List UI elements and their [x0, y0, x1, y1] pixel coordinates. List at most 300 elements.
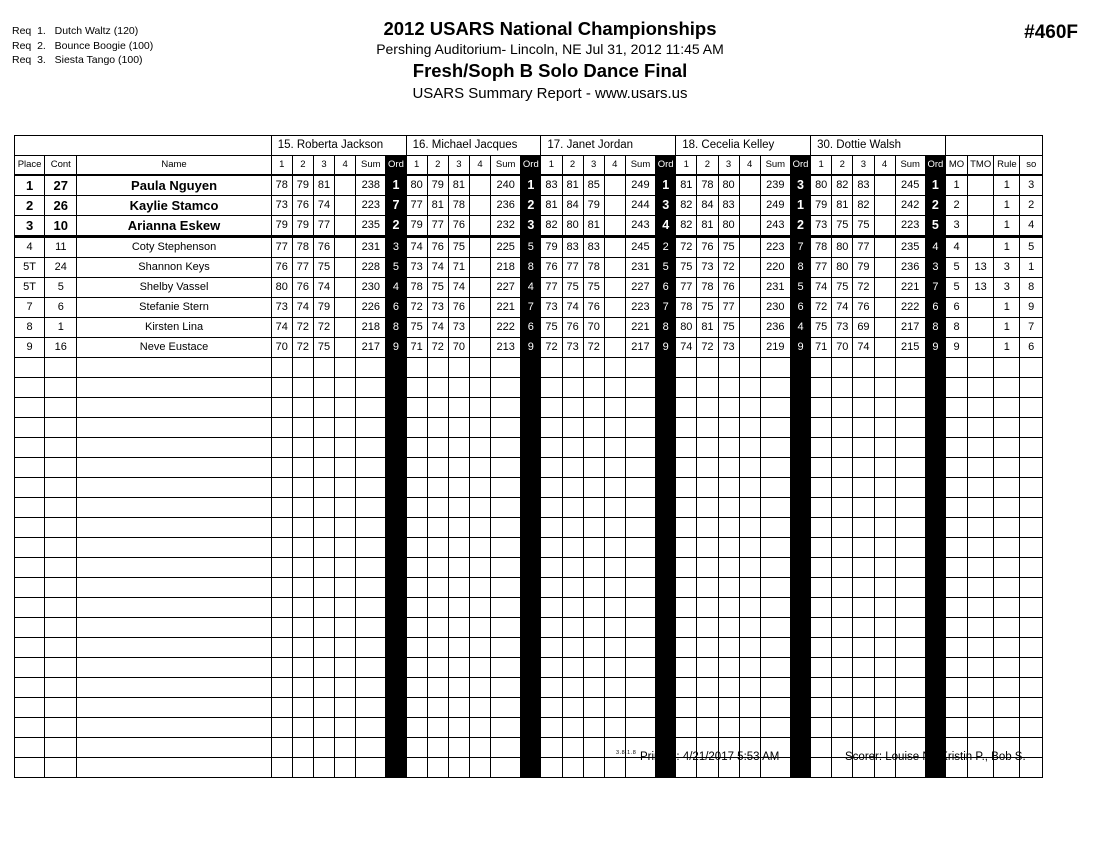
cell-sum: [491, 718, 521, 738]
cell-score: 75: [427, 278, 448, 298]
cell-score: 75: [718, 237, 739, 258]
cell-sum: [895, 678, 925, 698]
table-row-empty[interactable]: [15, 678, 1043, 698]
cell-score: [739, 358, 760, 378]
cell-score: [739, 558, 760, 578]
col-header-score-2: 2: [832, 156, 853, 176]
cell-place: 5T: [15, 278, 45, 298]
table-row-empty[interactable]: [15, 498, 1043, 518]
cell-sum: [760, 458, 790, 478]
table-row-empty[interactable]: [15, 438, 1043, 458]
cell-skater-name: [77, 698, 271, 718]
cell-score: [718, 498, 739, 518]
cell-ordinal: [656, 438, 676, 458]
cell-score: [292, 658, 313, 678]
cell-sum: 243: [625, 216, 655, 237]
cell-skater-name: Kirsten Lina: [77, 318, 271, 338]
col-header-ord: Ord: [386, 156, 406, 176]
cell-skater-name: Shelby Vassel: [77, 278, 271, 298]
cell-score: [271, 438, 292, 458]
cell-score: [739, 678, 760, 698]
cell-mo: 5: [945, 258, 967, 278]
cell-ordinal: 3: [521, 216, 541, 237]
cell-score: 72: [583, 338, 604, 358]
cell-mo: 8: [945, 318, 967, 338]
cell-skater-name: Coty Stephenson: [77, 237, 271, 258]
cell-score: [718, 718, 739, 738]
table-row-empty[interactable]: [15, 378, 1043, 398]
cell-score: [406, 418, 427, 438]
cell-score: [874, 618, 895, 638]
cell-ordinal: 8: [521, 258, 541, 278]
cell-ordinal: [386, 658, 406, 678]
cell-score: [562, 678, 583, 698]
cell-score: [271, 478, 292, 498]
cell-score: [406, 438, 427, 458]
cell-ordinal: [925, 718, 945, 738]
cell-sum: [491, 438, 521, 458]
cell-ordinal: 2: [386, 216, 406, 237]
cell-sum: 249: [625, 175, 655, 196]
cell-score: 77: [676, 278, 697, 298]
cell-score: [406, 498, 427, 518]
cell-score: 83: [853, 175, 874, 196]
cell-score: [469, 498, 490, 518]
cell-contestant-number: [45, 638, 77, 658]
cell-score: [604, 398, 625, 418]
cell-score: [427, 358, 448, 378]
cell-score: [271, 598, 292, 618]
cell-score: [697, 598, 718, 618]
table-row-empty[interactable]: [15, 558, 1043, 578]
cell-ordinal: 6: [790, 298, 810, 318]
cell-ordinal: [925, 418, 945, 438]
cell-score: [697, 658, 718, 678]
cell-ordinal: [656, 678, 676, 698]
table-row-empty[interactable]: [15, 358, 1043, 378]
cell-ordinal: [656, 518, 676, 538]
cell-score: [469, 518, 490, 538]
cell-score: [469, 718, 490, 738]
cell-score: [448, 618, 469, 638]
cell-sum: 228: [356, 258, 386, 278]
cell-contestant-number: [45, 518, 77, 538]
cell-rule: 3: [994, 278, 1020, 298]
cell-score: [853, 358, 874, 378]
cell-score: 79: [583, 196, 604, 216]
cell-score: [697, 518, 718, 538]
cell-mo: [945, 698, 967, 718]
col-header-score-2: 2: [697, 156, 718, 176]
cell-score: [313, 518, 334, 538]
cell-ordinal: [521, 658, 541, 678]
cell-score: [562, 498, 583, 518]
cell-mo: [945, 498, 967, 518]
cell-sum: [625, 398, 655, 418]
cell-ordinal: [521, 398, 541, 418]
cell-score: [832, 378, 853, 398]
table-row[interactable]: [15, 196, 1043, 216]
cell-sum: [895, 438, 925, 458]
table-row-empty[interactable]: [15, 418, 1043, 438]
cell-score: [541, 518, 562, 538]
cell-place: [15, 598, 45, 618]
table-row-empty[interactable]: [15, 638, 1043, 658]
col-header-score-1: 1: [811, 156, 832, 176]
cell-score: [604, 338, 625, 358]
cell-score: [448, 698, 469, 718]
table-row-empty[interactable]: [15, 698, 1043, 718]
col-header-sum: Sum: [356, 156, 386, 176]
cell-score: 70: [448, 338, 469, 358]
cell-ordinal: [656, 358, 676, 378]
cell-place: 4: [15, 237, 45, 258]
cell-score: [541, 558, 562, 578]
table-row-empty[interactable]: [15, 478, 1043, 498]
cell-skater-name: [77, 758, 271, 778]
cell-ordinal: 7: [925, 278, 945, 298]
cell-sum: [895, 618, 925, 638]
cell-score: [292, 618, 313, 638]
cell-ordinal: [521, 358, 541, 378]
cell-score: [448, 658, 469, 678]
cell-sum: 231: [625, 258, 655, 278]
cell-score: 77: [718, 298, 739, 318]
cell-score: 76: [271, 258, 292, 278]
cell-ordinal: 6: [925, 298, 945, 318]
cell-score: [874, 698, 895, 718]
cell-tmo: [968, 558, 994, 578]
cell-ordinal: [521, 418, 541, 438]
cell-sum: [895, 478, 925, 498]
cell-score: [271, 698, 292, 718]
cell-sum: [491, 478, 521, 498]
cell-score: [739, 318, 760, 338]
cell-skater-name: [77, 738, 271, 758]
table-row-empty[interactable]: [15, 598, 1043, 618]
cell-score: [541, 438, 562, 458]
cell-contestant-number: 6: [45, 298, 77, 318]
cell-mo: [945, 618, 967, 638]
cell-score: [313, 538, 334, 558]
cell-score: [604, 318, 625, 338]
cell-ordinal: [386, 618, 406, 638]
cell-score: [448, 518, 469, 538]
cell-score: [676, 578, 697, 598]
cell-score: [469, 216, 490, 237]
cell-ordinal: [790, 698, 810, 718]
cell-score: [562, 458, 583, 478]
cell-ordinal: 1: [521, 175, 541, 196]
cell-place: [15, 658, 45, 678]
spacer-cell: [15, 136, 272, 156]
cell-score: [676, 618, 697, 638]
cell-score: [604, 258, 625, 278]
cell-tmo: [968, 398, 994, 418]
cell-contestant-number: [45, 458, 77, 478]
cell-score: [832, 398, 853, 418]
cell-score: [874, 678, 895, 698]
cell-score: [676, 678, 697, 698]
cell-score: 78: [811, 237, 832, 258]
cell-contestant-number: [45, 478, 77, 498]
cell-ordinal: [656, 378, 676, 398]
cell-so: [1020, 538, 1043, 558]
cell-score: 74: [811, 278, 832, 298]
cell-score: [718, 598, 739, 618]
col-header-sum: Sum: [491, 156, 521, 176]
cell-sum: [895, 378, 925, 398]
cell-score: [718, 458, 739, 478]
cell-score: [469, 678, 490, 698]
cell-ordinal: [656, 418, 676, 438]
cell-score: 81: [697, 318, 718, 338]
cell-sum: [760, 538, 790, 558]
cell-ordinal: [656, 478, 676, 498]
cell-rule: [994, 478, 1020, 498]
cell-ordinal: [386, 678, 406, 698]
cell-score: [739, 438, 760, 458]
cell-so: 5: [1020, 237, 1043, 258]
cell-score: 77: [406, 196, 427, 216]
cell-sum: [760, 478, 790, 498]
cell-sum: 215: [895, 338, 925, 358]
cell-score: [427, 398, 448, 418]
cell-score: [562, 358, 583, 378]
cell-score: [853, 498, 874, 518]
table-row[interactable]: [15, 278, 1043, 298]
table-row[interactable]: [15, 175, 1043, 196]
cell-sum: [895, 538, 925, 558]
cell-sum: [895, 358, 925, 378]
cell-score: 82: [853, 196, 874, 216]
cell-mo: 5: [945, 278, 967, 298]
cell-ordinal: 4: [521, 278, 541, 298]
cell-score: [811, 758, 832, 778]
cell-score: 78: [676, 298, 697, 318]
cell-score: [313, 758, 334, 778]
cell-score: 77: [853, 237, 874, 258]
cell-skater-name: Kaylie Stamco: [77, 196, 271, 216]
cell-score: [335, 318, 356, 338]
table-row-empty[interactable]: [15, 458, 1043, 478]
cell-score: 79: [811, 196, 832, 216]
cell-place: [15, 738, 45, 758]
cell-tmo: [968, 338, 994, 358]
cell-score: [832, 718, 853, 738]
cell-ordinal: [656, 618, 676, 638]
cell-score: [406, 478, 427, 498]
cell-score: 81: [448, 175, 469, 196]
cell-score: [335, 658, 356, 678]
cell-score: [874, 438, 895, 458]
results-table: [14, 135, 1043, 778]
cell-score: [739, 538, 760, 558]
cell-ordinal: [386, 398, 406, 418]
cell-tmo: [968, 578, 994, 598]
cell-score: [811, 398, 832, 418]
cell-score: 74: [406, 237, 427, 258]
cell-sum: 222: [895, 298, 925, 318]
cell-score: [874, 216, 895, 237]
col-header-score-1: 1: [541, 156, 562, 176]
cell-ordinal: [925, 598, 945, 618]
cell-score: 77: [427, 216, 448, 237]
cell-ordinal: 5: [656, 258, 676, 278]
table-row[interactable]: [15, 237, 1043, 258]
cell-score: [292, 738, 313, 758]
cell-score: [406, 678, 427, 698]
cell-score: [832, 358, 853, 378]
cell-score: 74: [271, 318, 292, 338]
cell-ordinal: [925, 678, 945, 698]
cell-sum: [491, 558, 521, 578]
cell-score: [469, 258, 490, 278]
cell-score: [541, 458, 562, 478]
table-row[interactable]: [15, 216, 1043, 237]
table-row-empty[interactable]: [15, 538, 1043, 558]
cell-rule: [994, 578, 1020, 598]
cell-so: [1020, 398, 1043, 418]
cell-score: 79: [406, 216, 427, 237]
cell-sum: [895, 498, 925, 518]
cell-score: [406, 538, 427, 558]
table-row[interactable]: [15, 258, 1043, 278]
cell-ordinal: 7: [386, 196, 406, 216]
cell-score: 76: [562, 318, 583, 338]
cell-sum: 239: [760, 175, 790, 196]
table-row-empty[interactable]: [15, 398, 1043, 418]
cell-sum: [760, 658, 790, 678]
cell-score: [811, 378, 832, 398]
cell-score: [739, 298, 760, 318]
cell-sum: [760, 398, 790, 418]
cell-score: [853, 378, 874, 398]
cell-sum: 235: [895, 237, 925, 258]
cell-score: [271, 418, 292, 438]
cell-score: [874, 378, 895, 398]
cell-sum: [356, 418, 386, 438]
cell-score: [469, 698, 490, 718]
cell-sum: [760, 518, 790, 538]
cell-rule: [994, 558, 1020, 578]
table-row-empty[interactable]: [15, 718, 1043, 738]
cell-ordinal: 3: [386, 237, 406, 258]
cell-score: 73: [406, 258, 427, 278]
cell-score: [832, 558, 853, 578]
cell-ordinal: [521, 758, 541, 778]
cell-score: [739, 278, 760, 298]
cell-score: 75: [562, 278, 583, 298]
cell-score: [718, 538, 739, 558]
cell-score: [676, 658, 697, 678]
cell-score: 83: [583, 237, 604, 258]
cell-sum: [356, 698, 386, 718]
cell-rule: 1: [994, 298, 1020, 318]
cell-score: [874, 498, 895, 518]
cell-sum: 218: [356, 318, 386, 338]
requirement-item: Req 3. Siesta Tango (100): [12, 54, 143, 66]
col-header-ord: Ord: [656, 156, 676, 176]
col-header-score-3: 3: [448, 156, 469, 176]
cell-score: [811, 738, 832, 758]
cell-score: [469, 538, 490, 558]
cell-score: 79: [292, 175, 313, 196]
cell-sum: [491, 598, 521, 618]
cell-score: [832, 418, 853, 438]
table-row[interactable]: [15, 338, 1043, 358]
cell-score: [832, 538, 853, 558]
cell-score: [335, 358, 356, 378]
cell-contestant-number: [45, 538, 77, 558]
table-row-empty[interactable]: [15, 578, 1043, 598]
cell-sum: [356, 478, 386, 498]
cell-score: 81: [832, 196, 853, 216]
cell-score: [448, 378, 469, 398]
cell-so: [1020, 658, 1043, 678]
cell-sum: [760, 618, 790, 638]
cell-so: [1020, 638, 1043, 658]
cell-score: [292, 398, 313, 418]
judge-header-18: 18. Cecelia Kelley: [676, 136, 811, 156]
col-header-score-1: 1: [676, 156, 697, 176]
cell-skater-name: [77, 638, 271, 658]
cell-score: [448, 738, 469, 758]
cell-score: [469, 196, 490, 216]
cell-score: [448, 458, 469, 478]
cell-ordinal: 4: [386, 278, 406, 298]
cell-score: 74: [292, 298, 313, 318]
cell-ordinal: [386, 418, 406, 438]
cell-tmo: [968, 196, 994, 216]
cell-skater-name: [77, 358, 271, 378]
cell-score: [697, 398, 718, 418]
table-row-empty[interactable]: [15, 618, 1043, 638]
cell-sum: [491, 698, 521, 718]
cell-place: [15, 758, 45, 778]
cell-score: 85: [583, 175, 604, 196]
cell-score: 81: [676, 175, 697, 196]
cell-mo: [945, 438, 967, 458]
cell-contestant-number: 16: [45, 338, 77, 358]
cell-score: [811, 418, 832, 438]
cell-score: 72: [406, 298, 427, 318]
table-row-empty[interactable]: [15, 658, 1043, 678]
col-header-score-3: 3: [313, 156, 334, 176]
cell-score: 73: [271, 196, 292, 216]
cell-score: [718, 678, 739, 698]
cell-score: 71: [448, 258, 469, 278]
cell-contestant-number: [45, 738, 77, 758]
table-row[interactable]: [15, 298, 1043, 318]
cell-score: [406, 618, 427, 638]
cell-ordinal: [386, 738, 406, 758]
cell-score: [676, 438, 697, 458]
cell-score: [427, 598, 448, 618]
table-row[interactable]: [15, 318, 1043, 338]
cell-contestant-number: [45, 578, 77, 598]
cell-score: [874, 558, 895, 578]
cell-ordinal: [656, 498, 676, 518]
col-header-ord: Ord: [925, 156, 945, 176]
cell-score: [469, 298, 490, 318]
cell-ordinal: [656, 458, 676, 478]
judge-header-row: [15, 136, 1043, 156]
cell-place: 8: [15, 318, 45, 338]
table-row-empty[interactable]: [15, 518, 1043, 538]
cell-sum: [760, 678, 790, 698]
cell-sum: [356, 518, 386, 538]
